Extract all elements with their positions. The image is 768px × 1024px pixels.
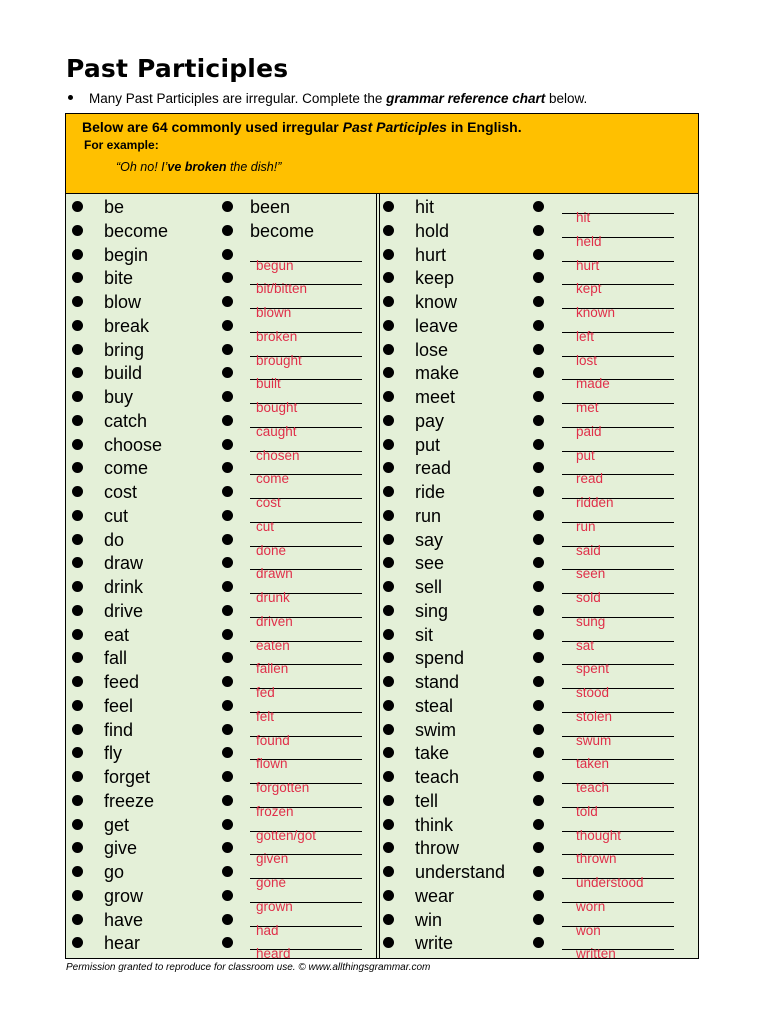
right-row: [66, 836, 698, 867]
verb-base-form: eat: [104, 624, 130, 645]
verb-base-form: go: [104, 862, 125, 882]
bullet-icon: [383, 747, 394, 758]
right-row: [66, 409, 698, 439]
bullet-icon: [383, 914, 394, 925]
past-participle-answer: caught: [256, 423, 297, 439]
right-row: [66, 646, 698, 677]
verb-base-form: get: [104, 814, 130, 835]
right-row: [66, 551, 698, 582]
past-participle-answer: flown: [256, 756, 288, 772]
answer-blank[interactable]: [562, 471, 674, 487]
bullet-icon: [383, 605, 394, 616]
bullet-icon: [533, 415, 544, 426]
answer-blank[interactable]: [562, 875, 674, 890]
bullet-icon: [383, 795, 394, 806]
bullet-icon: [533, 557, 544, 568]
verb-base-form: catch: [104, 410, 148, 431]
example-sentence: [116, 160, 281, 174]
past-participle-answer: teach: [576, 780, 610, 795]
verb-base-form: swim: [415, 719, 456, 740]
verb-base-form: wear: [415, 885, 455, 906]
verb-base-form: break: [104, 315, 150, 336]
past-participle-answer: fed: [256, 685, 275, 700]
bullet-icon: [383, 652, 394, 663]
past-participle-answer: understood: [576, 875, 644, 890]
bullet-icon: [383, 557, 394, 568]
past-participle-answer: thrown: [576, 851, 617, 867]
verb-base-form: find: [104, 719, 134, 740]
answer-blank[interactable]: [562, 566, 674, 582]
verb-base-form: steal: [415, 695, 454, 716]
right-row: [66, 338, 698, 368]
right-row: [66, 813, 698, 843]
verb-base-form: buy: [104, 387, 134, 407]
past-participle-answer: driven: [256, 613, 293, 629]
answer-blank[interactable]: [562, 851, 674, 867]
right-row: [66, 718, 698, 748]
verb-base-form: sing: [415, 600, 449, 621]
verb-base-form: tell: [415, 790, 439, 811]
bullet-icon: [533, 724, 544, 735]
verb-base-form: fall: [104, 648, 128, 669]
past-participle-answer: chosen: [256, 447, 300, 463]
past-participle-answer: bit/bitten: [256, 281, 308, 297]
verb-base-form: sell: [415, 577, 443, 597]
right-row: [66, 694, 698, 724]
bullet-icon: [533, 605, 544, 616]
bullet-icon: [533, 367, 544, 378]
past-participle-answer: bought: [256, 400, 298, 415]
verb-base-form: draw: [104, 553, 144, 574]
right-row: [66, 623, 698, 653]
verb-base-form: meet: [415, 387, 456, 407]
past-participle-answer: ridden: [576, 495, 614, 510]
past-participle-answer: paid: [576, 423, 602, 439]
answer-blank[interactable]: [562, 376, 674, 392]
bullet-icon: [533, 581, 544, 592]
answer-blank[interactable]: [562, 233, 674, 249]
bullet-icon: [383, 201, 394, 212]
answer-blank[interactable]: [562, 400, 674, 415]
verb-base-form: leave: [415, 315, 459, 336]
right-row: [66, 528, 698, 558]
right-row: [66, 433, 698, 463]
past-participle-answer: hit: [576, 210, 591, 225]
intro-emphasis: grammar reference chart: [386, 91, 546, 106]
verb-base-form: know: [415, 292, 458, 312]
verb-base-form: lose: [415, 339, 449, 360]
verb-base-form: freeze: [104, 790, 155, 811]
answer-blank[interactable]: [562, 661, 674, 677]
past-participle-answer: met: [576, 400, 599, 415]
page-title: Past Participles: [66, 54, 289, 83]
past-participle-answer: thought: [576, 827, 622, 843]
bullet-icon: [383, 724, 394, 735]
verb-base-form: write: [415, 933, 454, 954]
past-participle-answer: seen: [576, 566, 606, 582]
bullet-icon: [533, 747, 544, 758]
right-row: [66, 504, 698, 534]
past-participle-answer: drawn: [256, 566, 293, 582]
verb-base-form: understand: [415, 862, 506, 882]
bullet-icon: [383, 272, 394, 283]
verb-base-form: cut: [104, 505, 129, 526]
chart-banner: [66, 114, 698, 194]
past-participle-answer: known: [576, 305, 616, 320]
past-participle-answer: held: [576, 233, 602, 249]
bullet-icon: [533, 676, 544, 687]
verb-base-form: hold: [415, 220, 450, 241]
verb-base-form: spend: [415, 648, 465, 669]
past-participle-answer: said: [576, 542, 601, 558]
bullet-icon: [533, 462, 544, 473]
past-participle-answer: told: [576, 803, 598, 819]
past-participle-answer: stolen: [576, 708, 613, 724]
past-participle-given: become: [250, 220, 315, 241]
bullet-icon: [383, 225, 394, 236]
banner-heading-after: in English.: [446, 119, 522, 135]
verb-base-form: keep: [415, 268, 455, 289]
verb-base-form: feel: [104, 695, 134, 716]
bullet-icon: [383, 700, 394, 711]
answer-blank[interactable]: [562, 613, 674, 629]
bullet-icon: [383, 890, 394, 901]
verb-base-form: forget: [104, 767, 151, 787]
example-before: “Oh no! I’: [116, 160, 168, 174]
verb-base-form: put: [415, 434, 441, 455]
verb-base-form: feed: [104, 672, 140, 692]
right-row: [66, 480, 698, 510]
answer-blank[interactable]: [562, 637, 674, 653]
verb-base-form: do: [104, 529, 125, 550]
answer-blank[interactable]: [562, 352, 674, 368]
verb-base-form: sit: [415, 624, 433, 645]
verb-base-form: stand: [415, 672, 460, 692]
verb-base-form: pay: [415, 410, 445, 431]
verb-base-form: see: [415, 553, 445, 574]
right-row: [66, 931, 698, 962]
verb-base-form: bring: [104, 339, 145, 360]
verb-base-form: become: [104, 220, 169, 241]
bullet-icon: [533, 272, 544, 283]
answer-blank[interactable]: [562, 495, 674, 510]
verb-base-form: cost: [104, 482, 138, 502]
past-participle-answer: read: [576, 471, 604, 487]
verb-base-form: bite: [104, 268, 134, 289]
banner-heading-before: Below are 64 commonly used irregular: [82, 119, 343, 135]
past-participle-answer: kept: [576, 281, 602, 297]
past-participle-answer: gone: [256, 875, 287, 890]
bullet-icon: [533, 225, 544, 236]
past-participle-answer: fallen: [256, 661, 289, 677]
answer-blank[interactable]: [562, 803, 674, 819]
answer-blank[interactable]: [562, 708, 674, 724]
bullet-icon: [533, 890, 544, 901]
past-participle-answer: lost: [576, 352, 598, 368]
right-row: [66, 884, 698, 914]
answer-blank[interactable]: [562, 257, 674, 273]
right-row: [66, 361, 698, 392]
answer-blank[interactable]: [562, 946, 674, 962]
answer-blank[interactable]: [562, 590, 674, 605]
bullet-icon: [383, 676, 394, 687]
intro-text-before: Many Past Participles are irregular. Complete the: [89, 91, 387, 106]
verb-base-form: think: [415, 814, 454, 835]
bullet-icon: [383, 486, 394, 497]
bullet-icon: [533, 937, 544, 948]
verb-base-form: come: [104, 458, 149, 479]
verb-base-form: say: [415, 529, 444, 550]
bullet-icon: [383, 462, 394, 473]
past-participle-answer: sat: [576, 637, 595, 653]
bullet-icon: [383, 415, 394, 426]
past-participle-answer: come: [256, 471, 290, 487]
banner-heading: [82, 119, 522, 135]
bullet-icon: [533, 201, 544, 212]
verb-base-form: take: [415, 743, 450, 764]
past-participle-answer: grown: [256, 898, 293, 914]
right-row: [66, 789, 698, 819]
bullet-icon: [533, 344, 544, 355]
verb-base-form: hear: [104, 933, 141, 954]
answer-blank[interactable]: [562, 281, 674, 297]
verb-base-form: hit: [415, 197, 435, 217]
verb-base-form: fly: [104, 743, 122, 764]
intro-text-after: below.: [545, 91, 588, 106]
answer-blank[interactable]: [562, 210, 674, 225]
answer-blank[interactable]: [562, 898, 674, 914]
past-participle-answer: cut: [256, 518, 275, 534]
answer-blank[interactable]: [562, 756, 674, 772]
bullet-icon: [533, 391, 544, 402]
bullet-icon: [533, 700, 544, 711]
verb-base-form: throw: [415, 838, 460, 859]
past-participle-answer: cost: [256, 495, 281, 510]
past-participle-answer: put: [576, 447, 595, 463]
past-participle-answer: brought: [256, 352, 302, 368]
past-participle-answer: stood: [576, 685, 610, 700]
right-row: [66, 765, 698, 795]
right-row: [66, 266, 698, 297]
bullet-icon: [533, 819, 544, 830]
bullet-icon: [533, 866, 544, 877]
verb-base-form: drive: [104, 600, 144, 621]
past-participle-answer: gotten/got: [256, 827, 317, 843]
past-participle-answer: made: [576, 376, 610, 392]
past-participle-answer: drunk: [256, 590, 290, 605]
verb-base-form: grow: [104, 885, 144, 906]
answer-blank[interactable]: [562, 328, 674, 344]
past-participle-answer: left: [576, 328, 595, 344]
verb-base-form: run: [415, 505, 442, 526]
right-row: [66, 385, 698, 415]
bullet-icon: [533, 510, 544, 521]
bullet-icon: [533, 320, 544, 331]
past-participle-answer: done: [256, 542, 287, 558]
intro-instruction: [68, 91, 587, 106]
right-row: [66, 670, 698, 700]
answer-blank[interactable]: [562, 305, 674, 320]
bullet-icon: [533, 842, 544, 853]
right-row: [66, 314, 698, 344]
answer-blank[interactable]: [562, 423, 674, 439]
answer-blank[interactable]: [562, 827, 674, 843]
past-participle-answer: won: [576, 922, 601, 938]
answer-blank[interactable]: [562, 780, 674, 795]
past-participle-answer: had: [256, 922, 279, 938]
reference-chart: [65, 113, 699, 962]
past-participle-answer: run: [576, 518, 596, 534]
bullet-icon: [383, 819, 394, 830]
bullet-icon: [383, 344, 394, 355]
bullet-icon: [383, 249, 394, 260]
answer-blank[interactable]: [562, 518, 674, 534]
bullet-icon: [533, 629, 544, 640]
past-participle-answer: found: [256, 732, 290, 748]
past-participle-answer: built: [256, 376, 281, 392]
bullet-icon: [383, 534, 394, 545]
past-participle-answer: broken: [256, 328, 298, 344]
bullet-icon: [383, 937, 394, 948]
verb-base-form: win: [415, 909, 443, 930]
past-participle-answer: sold: [576, 590, 601, 605]
past-participle-answer: spent: [576, 661, 610, 677]
answer-blank[interactable]: [562, 922, 674, 938]
right-row: [66, 860, 698, 890]
bullet-icon: [383, 842, 394, 853]
verb-base-form: give: [104, 838, 138, 859]
right-row: [66, 741, 698, 772]
bullet-icon: [533, 652, 544, 663]
bullet-icon: [383, 581, 394, 592]
bullet-icon: [383, 367, 394, 378]
past-participle-answer: hurt: [576, 257, 600, 273]
verb-base-form: be: [104, 197, 125, 217]
bullet-icon: [533, 534, 544, 545]
bullet-icon: [533, 486, 544, 497]
verb-base-form: read: [415, 458, 452, 479]
verb-base-form: teach: [415, 767, 460, 787]
past-participle-answer: given: [256, 851, 289, 867]
example-label: For example:: [84, 138, 159, 152]
verb-base-form: choose: [104, 434, 163, 455]
bullet-icon: [383, 771, 394, 782]
verb-base-form: blow: [104, 292, 142, 312]
example-after: the dish!”: [226, 160, 282, 174]
verb-base-form: begin: [104, 244, 149, 265]
right-row: [66, 456, 698, 487]
verb-base-form: ride: [415, 482, 446, 502]
past-participle-given: been: [250, 197, 291, 217]
verb-base-form: have: [104, 909, 144, 930]
past-participle-answer: worn: [576, 898, 606, 914]
past-participle-answer: begun: [256, 257, 294, 273]
past-participle-answer: swum: [576, 732, 612, 748]
right-row: [66, 575, 698, 605]
past-participle-answer: forgotten: [256, 780, 310, 795]
past-participle-answer: felt: [256, 708, 275, 724]
right-row: [66, 243, 698, 273]
right-row: [66, 290, 698, 320]
past-participle-answer: sung: [576, 613, 606, 629]
bullet-icon: [533, 771, 544, 782]
bullet-icon: [533, 296, 544, 307]
answer-blank[interactable]: [562, 542, 674, 558]
bullet-icon: [533, 249, 544, 260]
past-participle-answer: taken: [576, 756, 610, 772]
bullet-icon: [533, 795, 544, 806]
verb-base-form: hurt: [415, 244, 447, 265]
bullet-icon: [383, 439, 394, 450]
banner-heading-emphasis: Past Participles: [342, 119, 447, 135]
bullet-icon: [383, 866, 394, 877]
bullet-icon: [533, 914, 544, 925]
answer-blank[interactable]: [562, 685, 674, 700]
past-participle-answer: written: [576, 946, 616, 962]
verb-base-form: drink: [104, 577, 144, 597]
past-participle-answer: eaten: [256, 637, 290, 653]
answer-blank[interactable]: [562, 447, 674, 463]
copyright-footer: Permission granted to reproduce for classroom use. © www.allthingsgrammar.com: [66, 962, 431, 973]
bullet-icon: [383, 510, 394, 521]
bullet-icon: [383, 320, 394, 331]
bullet-icon: [383, 629, 394, 640]
past-participle-answer: frozen: [256, 803, 294, 819]
right-row: [66, 219, 698, 249]
past-participle-answer: blown: [256, 305, 292, 320]
verb-base-form: make: [415, 363, 460, 384]
bullet-icon: [68, 95, 73, 100]
right-row: [66, 908, 698, 938]
verb-base-form: build: [104, 363, 143, 384]
past-participle-answer: heard: [256, 946, 291, 962]
answer-blank[interactable]: [562, 732, 674, 748]
bullet-icon: [383, 391, 394, 402]
bullet-icon: [383, 296, 394, 307]
bullet-icon: [533, 439, 544, 450]
right-row: [66, 195, 698, 225]
example-emphasis: ve broken: [167, 160, 227, 174]
right-row: [66, 599, 698, 629]
